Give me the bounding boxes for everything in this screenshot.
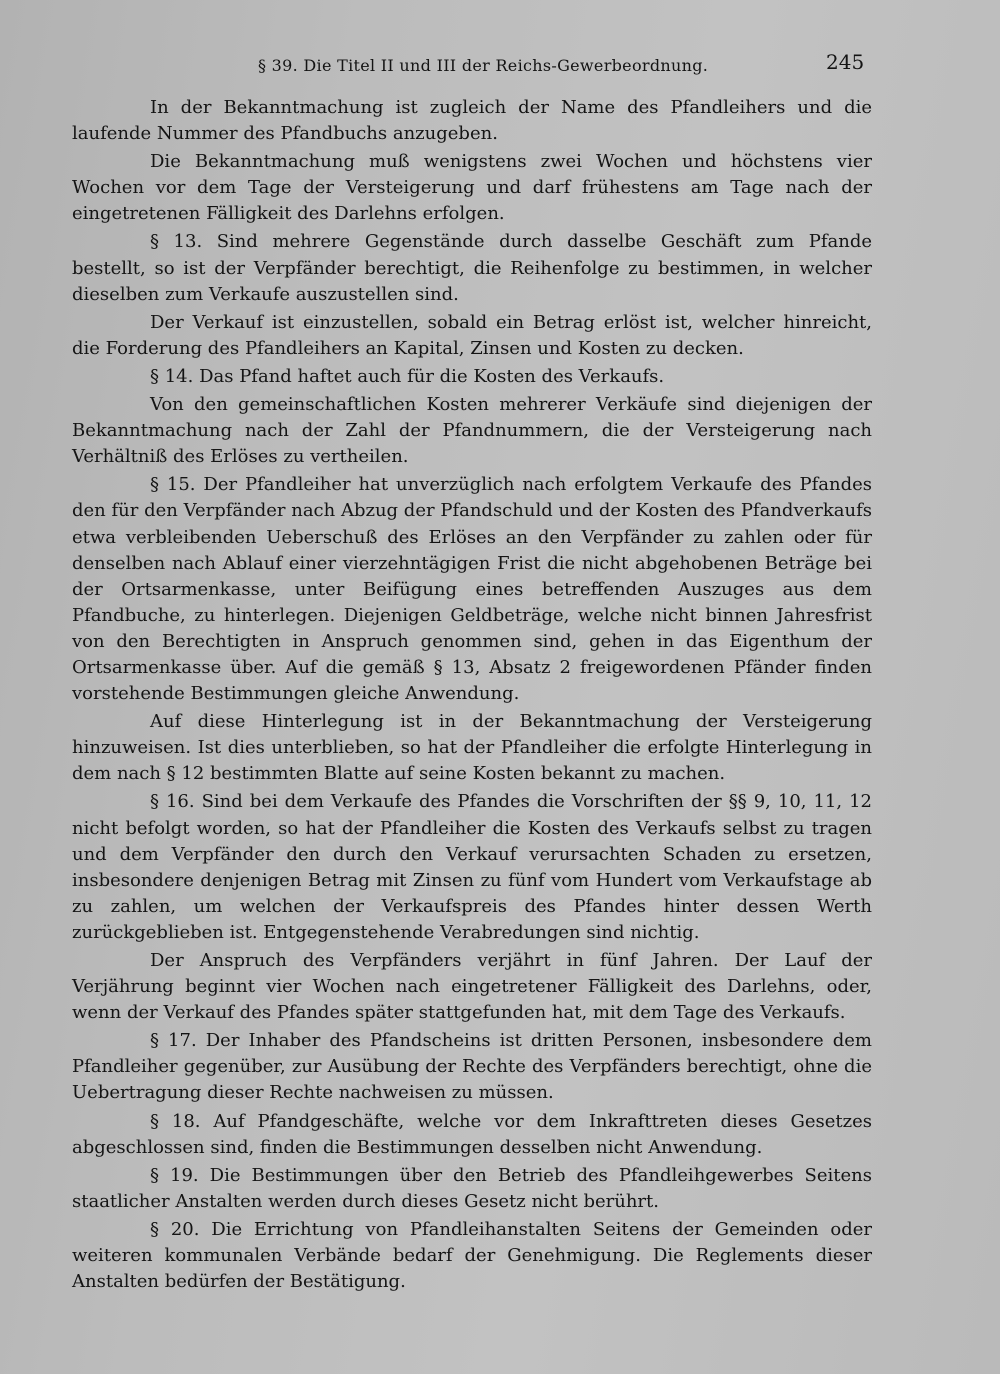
section-20-paragraph: § 20. Die Errichtung von Pfandleihanstalten Seitens der Gemeinden oder weiteren kommunalen Verbände bedarf der Genehmigung. Die Reglements dieser Anstalten bedürfen der Bestätigung.	[72, 1218, 872, 1293]
paragraph: Der Verkauf ist einzustellen, sobald ein Betrag erlöst ist, welcher hinreicht, die Forderung des Pfandleihers an Kapital, Zinsen und Kosten zu decken.	[72, 311, 872, 359]
paragraph: Von den gemeinschaftlichen Kosten mehrerer Verkäufe sind diejenigen der Bekanntmachung nach der Zahl der Pfandnummern, die der Versteigerung nach Verhältniß des Erlöses zu vertheilen.	[72, 394, 872, 468]
page-number: 245	[826, 50, 865, 74]
running-head	[0, 50, 1000, 84]
section-15-paragraph: § 15. Der Pfandleiher hat unverzüglich nach erfolgtem Verkaufe des Pfandes den für den Verpfänder nach Abzug der Pfandschuld und der Kosten des Pfandverkaufs etwa verbleibenden Ueberschuß des Erlöses an den Verpfänder zu zahlen oder für denselben nach Ablauf einer vierzehntägigen Frist die nicht abgehobenen Beträge bei der Ortsarmenkasse, unter Beifügung eines betreffenden Auszuges aus dem Pfandbuche, zu hinterlegen. Diejenigen Geldbeträge, welche nicht binnen Jahresfrist von den Berechtigten in Anspruch genommen sind, gehen in das Eigenthum der Ortsarmenkasse über. Auf die gemäß § 13, Absatz 2 freigewordenen Pfänder finden vorstehende Bestimmungen gleiche Anwendung.	[72, 474, 872, 705]
section-13-paragraph: § 13. Sind mehrere Gegenstände durch dasselbe Geschäft zum Pfande bestellt, so ist der Verpfänder berechtigt, die Reihenfolge zu bestimmen, in welcher dieselben zum Verkaufe auszustellen sind.	[72, 231, 872, 305]
paragraph: In der Bekanntmachung ist zugleich der Name des Pfandleihers und die laufende Nummer des Pfandbuchs anzugeben.	[72, 97, 872, 145]
section-18-paragraph: § 18. Auf Pfandgeschäfte, welche vor dem Inkrafttreten dieses Gesetzes abgeschlossen sind, finden die Bestimmungen desselben nicht Anwendung.	[72, 1110, 872, 1158]
running-title: § 39. Die Titel II und III der Reichs-Gewerbeordnung.	[258, 56, 709, 75]
body-text	[72, 95, 872, 1295]
paragraph: Der Anspruch des Verpfänders verjährt in fünf Jahren. Der Lauf der Verjährung beginnt vier Wochen nach eingetretener Fälligkeit des Darlehns, oder, wenn der Verkauf des Pfandes später stattgefunden hat, mit dem Tage des Verkaufs.	[72, 950, 872, 1024]
section-14-paragraph: § 14. Das Pfand haftet auch für die Kosten des Verkaufs.	[150, 365, 665, 387]
section-19-paragraph: § 19. Die Bestimmungen über den Betrieb des Pfandleihgewerbes Seitens staatlicher Anstalten werden durch dieses Gesetz nicht berührt.	[72, 1164, 872, 1212]
section-16-paragraph: § 16. Sind bei dem Verkaufe des Pfandes die Vorschriften der §§ 9, 10, 11, 12 nicht befolgt worden, so hat der Pfandleiher die Kosten des Verkaufs selbst zu tragen und dem Verpfänder den durch den Verkauf verursachten Schaden zu ersetzen, insbesondere denjenigen Betrag mit Zinsen zu fünf vom Hundert vom Verkaufstage ab zu zahlen, um welchen der Verkaufspreis des Pfandes hinter dessen Werth zurückgeblieben ist. Entgegenstehende Verabredungen sind nichtig.	[72, 791, 872, 943]
section-17-paragraph: § 17. Der Inhaber des Pfandscheins ist dritten Personen, insbesondere dem Pfandleiher gegenüber, zur Ausübung der Rechte des Verpfänders berechtigt, ohne die Uebertragung dieser Rechte nachweisen zu müssen.	[72, 1030, 872, 1104]
paragraph: Die Bekanntmachung muß wenigstens zwei Wochen und höchstens vier Wochen vor dem Tage der Versteigerung und darf frühestens am Tage nach der eingetretenen Fälligkeit des Darlehns erfolgen.	[72, 151, 872, 225]
paragraph: Auf diese Hinterlegung ist in der Bekanntmachung der Versteigerung hinzuweisen. Ist dies unterblieben, so hat der Pfandleiher die erfolgte Hinterlegung in dem nach § 12 bestimmten Blatte auf seine Kosten bekannt zu machen.	[72, 711, 872, 785]
